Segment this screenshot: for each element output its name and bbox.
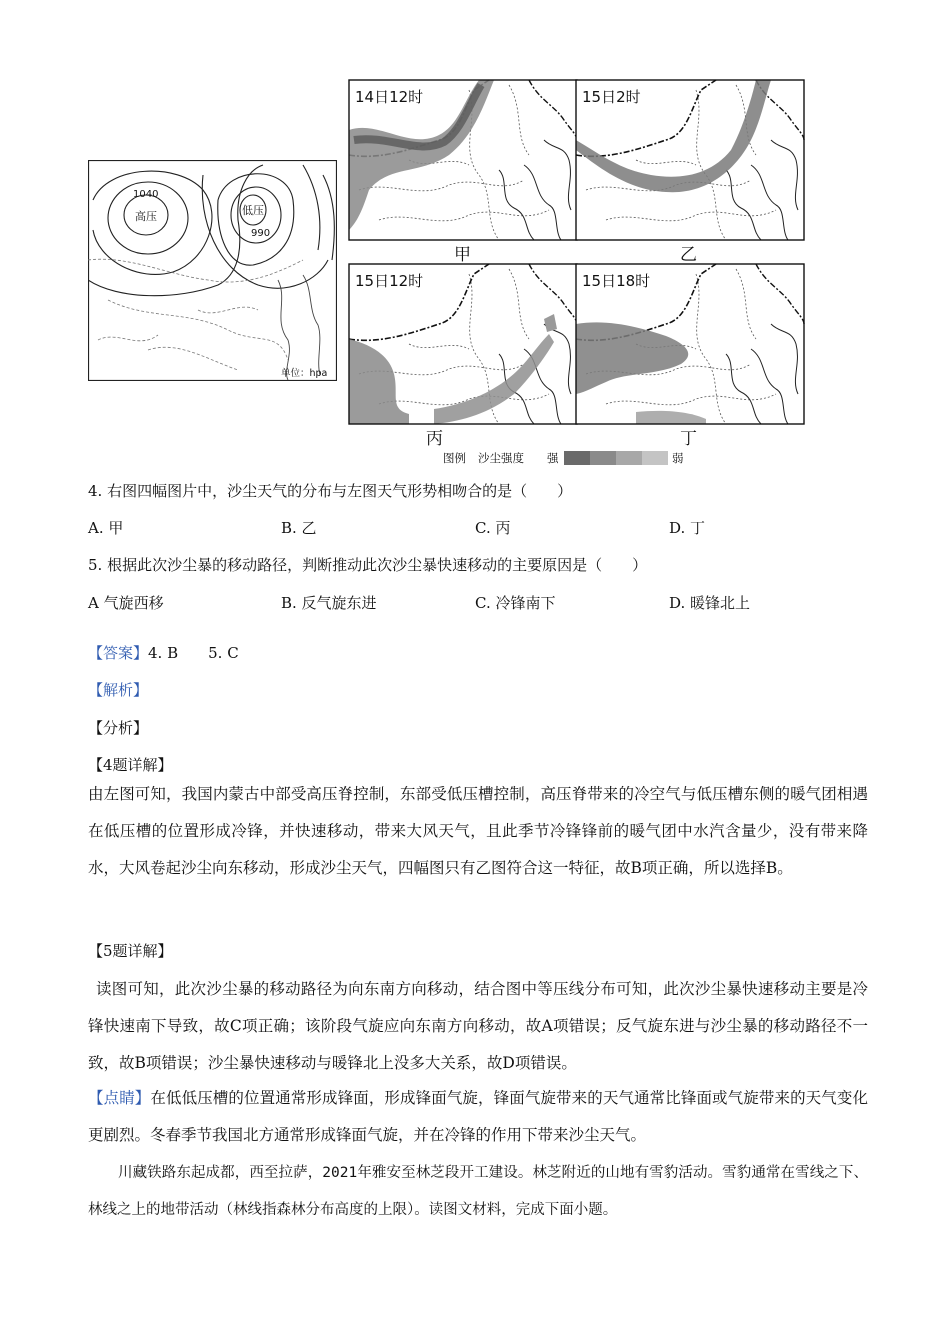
q4-option-a: A. 甲 — [88, 519, 124, 537]
panel-time-bing: 15日12时 — [355, 272, 424, 290]
legend-swatches — [564, 451, 668, 465]
q4-option-c: C. 丙 — [475, 519, 511, 537]
q5-option-c: C. 冷锋南下 — [475, 594, 556, 612]
panel-label-jia: 甲 — [454, 245, 471, 265]
legend-prefix: 图例 — [443, 451, 466, 465]
dianjing-tag: 【点睛】 — [88, 1089, 151, 1107]
dust-panels-svg — [347, 78, 805, 470]
q4-option-d: D. 丁 — [669, 519, 706, 537]
weather-map-svg — [88, 160, 337, 381]
fenxi-tag: 【分析】 — [88, 719, 149, 737]
dianjing-body: 在低低压槽的位置通常形成锋面，形成锋面气旋，锋面气旋带来的天气通常比锋面或气旋带来的天气变化更剧烈。冬春季节我国北方通常形成锋面气旋，并在冷锋的作用下带来沙尘天气。 — [88, 1089, 868, 1144]
dust-panels — [347, 78, 805, 470]
q4-detail-title: 【4题详解】 — [88, 756, 173, 774]
analysis-tag: 【解析】 — [88, 681, 149, 699]
low-pressure-label: 低压 — [242, 204, 264, 217]
panel-time-ding: 15日18时 — [582, 272, 651, 290]
legend-swatch — [616, 451, 642, 465]
panel-time-yi: 15日2时 — [582, 88, 641, 106]
answer-tag: 【答案】 — [88, 644, 149, 662]
q4-option-b: B. 乙 — [281, 519, 317, 537]
q4-stem: 4. 右图四幅图片中，沙尘天气的分布与左图天气形势相吻合的是（ ） — [88, 482, 573, 500]
legend-title: 沙尘强度 — [478, 451, 524, 465]
panel-label-bing: 丙 — [426, 429, 443, 449]
panel-label-ding: 丁 — [680, 429, 697, 449]
q5-detail-body: 读图可知，此次沙尘暴的移动路径为向东南方向移动，结合图中等压线分布可知，此次沙尘暴快速移动主要是冷锋快速南下导致，故C项正确；该阶段气旋应向东南方向移动，故A项错误；反气旋东进与沙尘暴的移动路径不一致，故B项错误；沙尘暴快速移动与暖锋北上没多大关系，故D项错误。 — [88, 980, 868, 1072]
dianjing-paragraph — [88, 1080, 868, 1154]
q5-option-a: A 气旋西移 — [88, 594, 164, 612]
legend-swatch — [642, 451, 668, 465]
weather-map-left — [88, 160, 337, 381]
legend-weak: 弱 — [672, 451, 684, 465]
legend-swatch — [564, 451, 590, 465]
next-question-intro: 川藏铁路东起成都，西至拉萨，2021年雅安至林芝段开工建设。林芝附近的山地有雪豹活动。雪豹通常在雪线之下、林线之上的地带活动（林线指森林分布高度的上限）。读图文材料，完成下面小题。 — [88, 1165, 868, 1218]
q5-option-b: B. 反气旋东进 — [281, 594, 377, 612]
q5-detail-title: 【5题详解】 — [88, 942, 173, 960]
q4-detail-body: 由左图可知，我国内蒙古中部受高压脊控制，东部受低压槽控制，高压脊带来的冷空气与低压槽东侧的暖气团相遇在低压槽的位置形成冷锋，并快速移动，带来大风天气，且此季节冷锋锋前的暖气团中水汽含量少，没有带来降水，大风卷起沙尘向东移动，形成沙尘天气，四幅图只有乙图符合这一特征，故B项正确，所以选择B。 — [88, 785, 868, 877]
q5-stem: 5. 根据此次沙尘暴的移动路径，判断推动此次沙尘暴快速移动的主要原因是（ ） — [88, 556, 648, 574]
isobar-990-label: 990 — [251, 228, 271, 239]
legend-strong: 强 — [547, 451, 559, 465]
high-pressure-label: 高压 — [135, 210, 157, 223]
panel-time-jia: 14日12时 — [355, 88, 424, 106]
legend-swatch — [590, 451, 616, 465]
answer-text: 4. B 5. C — [148, 644, 239, 662]
unit-label: 单位：hpa — [281, 368, 328, 379]
isobar-1040-label: 1040 — [133, 189, 159, 200]
panel-label-yi: 乙 — [680, 245, 697, 265]
answer-line — [88, 643, 239, 663]
q5-option-d: D. 暖锋北上 — [669, 594, 751, 612]
